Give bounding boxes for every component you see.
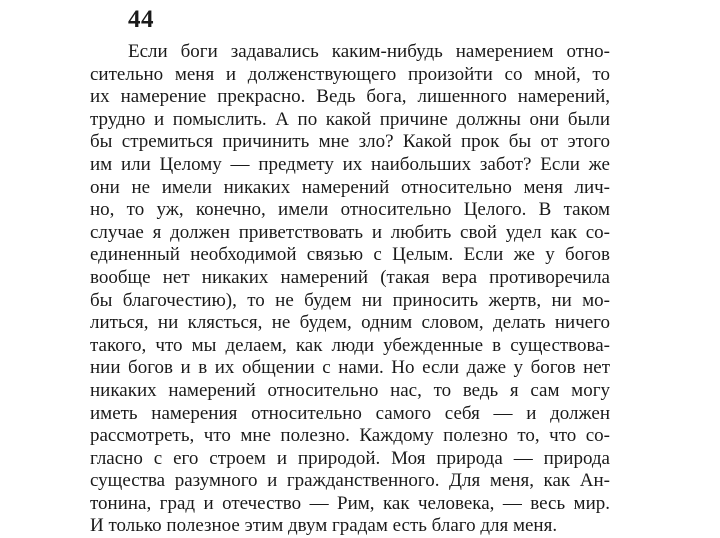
text-line: иметь намерения относительно самого себя — и должен — [90, 402, 610, 424]
text-line: никаких намерений относительно нас, то ведь я сам могу — [90, 379, 610, 401]
text-line: им или Целому — предмету их наибольших забот? Если же — [90, 153, 610, 175]
page-number: 44 — [128, 6, 154, 33]
text-line: И только полезное этим двум градам есть благо для меня. — [90, 515, 558, 537]
text-line: бы благочестию), то не будем ни приносить жертв, ни мо- — [90, 289, 610, 311]
text-line: трудно и помыслить. А по какой причине должны они были — [90, 108, 610, 130]
text-line: рассмотреть, что мне полезно. Каждому полезно то, что со- — [90, 425, 610, 447]
text-line: нии богов и в их общении с нами. Но если даже у богов нет — [90, 357, 610, 379]
paragraph — [90, 41, 610, 538]
text-line: они не имели никаких намерений относительно меня лич- — [90, 176, 610, 198]
text-line: гласно с его строем и природой. Моя природа — природа — [90, 447, 610, 469]
text-line: Если боги задавались каким-нибудь намерением отно- — [128, 41, 610, 62]
text-line: литься, ни клясться, не будем, одним словом, делать ничего — [90, 312, 610, 334]
text-line: сительно меня и долженствующего произойти со мной, то — [90, 63, 610, 85]
text-line: бы стремиться причинить мне зло? Какой прок бы от этого — [90, 131, 610, 153]
text-line: но, то уж, конечно, имели относительно Целого. В таком — [90, 199, 610, 221]
text-line: такого, что мы делаем, как люди убежденные в существова- — [90, 334, 610, 356]
text-line: вообще нет никаких намерений (такая вера противоречила — [90, 266, 610, 288]
text-line: их намерение прекрасно. Ведь бога, лишенного намерений, — [90, 86, 610, 108]
text-line: случае я должен приветствовать и любить свой удел как со- — [90, 221, 610, 243]
text-line: единенный необходимой связью с Целым. Если же у богов — [90, 244, 610, 266]
text-line: тонина, град и отечество — Рим, как человека, — весь мир. — [90, 492, 610, 514]
text-line: существа разумного и гражданственного. Для меня, как Ан- — [90, 470, 610, 492]
